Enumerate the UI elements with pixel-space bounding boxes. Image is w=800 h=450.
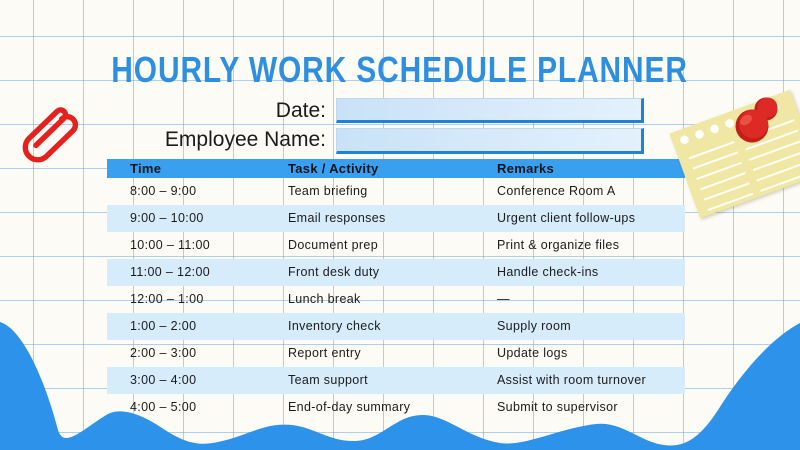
cell-task: Lunch break: [288, 292, 361, 306]
table-row: [107, 205, 685, 232]
cell-time: 2:00 – 3:00: [130, 346, 197, 360]
cell-remarks: —: [497, 292, 510, 306]
cell-task: Report entry: [288, 346, 361, 360]
table-header-row: [107, 159, 685, 178]
cell-remarks: Urgent client follow-ups: [497, 211, 636, 225]
cell-task: Email responses: [288, 211, 386, 225]
bottom-wave: [0, 310, 800, 450]
header-remarks: Remarks: [497, 161, 555, 176]
page-title: HOURLY WORK SCHEDULE PLANNER: [111, 50, 689, 91]
table-row: [107, 259, 685, 286]
header-task-activity: Task / Activity: [288, 161, 379, 176]
cell-remarks: Assist with room turnover: [497, 373, 647, 387]
cell-remarks: Submit to supervisor: [497, 400, 618, 414]
cell-remarks: Update logs: [497, 346, 568, 360]
cell-time: 10:00 – 11:00: [130, 238, 211, 252]
cell-time: 12:00 – 1:00: [130, 292, 204, 306]
cell-task: Document prep: [288, 238, 379, 252]
cell-task: Inventory check: [288, 319, 381, 333]
cell-time: 9:00 – 10:00: [130, 211, 204, 225]
table-row: [107, 286, 685, 313]
cell-time: 3:00 – 4:00: [130, 373, 197, 387]
cell-time: 8:00 – 9:00: [130, 184, 197, 198]
date-label: Date:: [275, 99, 326, 122]
cell-time: 11:00 – 12:00: [130, 265, 211, 279]
employee-name-label: Employee Name:: [164, 128, 326, 151]
cell-time: 1:00 – 2:00: [130, 319, 197, 333]
page-title-wrap: [0, 50, 800, 89]
cell-task: Front desk duty: [288, 265, 380, 279]
cell-task: Team briefing: [288, 184, 368, 198]
date-input[interactable]: [336, 98, 644, 123]
cell-remarks: Conference Room A: [497, 184, 616, 198]
table-row: [107, 232, 685, 259]
cell-task: Team support: [288, 373, 368, 387]
employee-name-input[interactable]: [336, 128, 644, 154]
cell-remarks: Supply room: [497, 319, 572, 333]
cell-task: End-of-day summary: [288, 400, 411, 414]
cell-time: 4:00 – 5:00: [130, 400, 197, 414]
header-time: Time: [130, 161, 162, 176]
cell-remarks: Print & organize files: [497, 238, 620, 252]
pushpin-icon: [726, 92, 782, 152]
cell-remarks: Handle check-ins: [497, 265, 599, 279]
table-row: [107, 178, 685, 205]
